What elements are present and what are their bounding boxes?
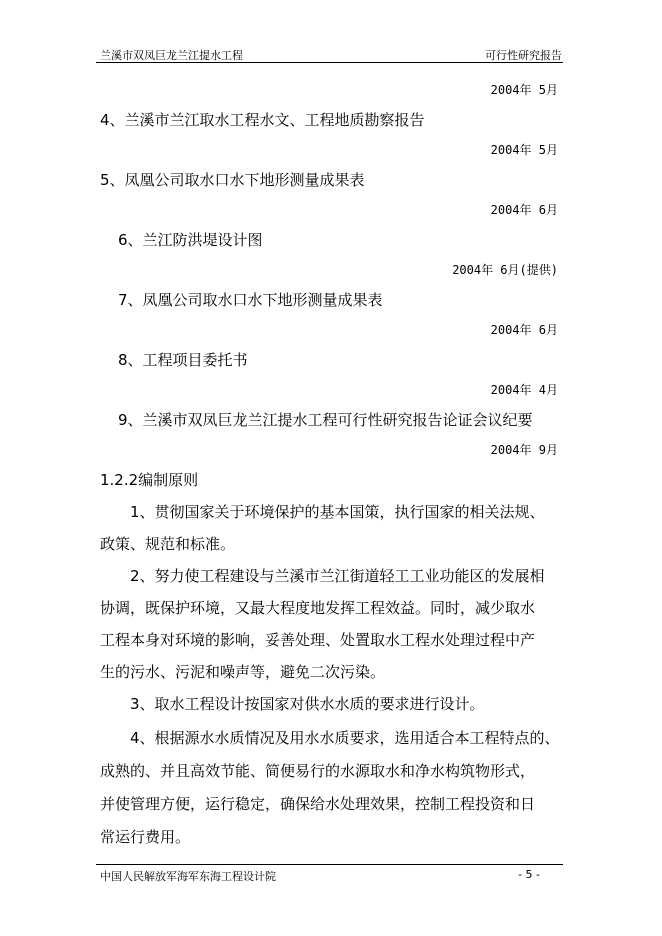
paragraph-line: 生的污水、污泥和噪声等，避免二次污染。 — [100, 663, 386, 681]
paragraph-line: 政策、规范和标准。 — [100, 535, 236, 553]
ref-item-9: 9、兰溪市双凤巨龙兰江提水工程可行性研究报告论证会议纪要 — [118, 411, 533, 429]
paragraph-line: 3、取水工程设计按国家对供水水质的要求进行设计。 — [130, 695, 485, 713]
header-report-type: 可行性研究报告 — [485, 49, 562, 62]
paragraph-line: 2、努力使工程建设与兰溪市兰江街道轻工工业功能区的发展相 — [130, 567, 545, 585]
ref-item-5: 5、凤凰公司取水口水下地形测量成果表 — [100, 171, 365, 189]
ref-date: 2004年 4月 — [490, 383, 558, 397]
ref-date: 2004年 6月 — [490, 323, 558, 337]
paragraph-line: 4、根据源水水质情况及用水水质要求，选用适合本工程特点的、 — [130, 729, 560, 747]
header-rule — [96, 62, 563, 63]
ref-item-8: 8、工程项目委托书 — [118, 351, 248, 369]
ref-item-4: 4、兰溪市兰江取水工程水文、工程地质勘察报告 — [100, 111, 425, 129]
ref-date: 2004年 6月 — [490, 203, 558, 217]
section-heading: 1.2.2编制原则 — [100, 471, 199, 489]
paragraph-line: 常运行费用。 — [100, 828, 191, 846]
paragraph-line: 工程本身对环境的影响，妥善处理、处置取水工程水处理过程中产 — [100, 631, 536, 649]
footer-organization: 中国人民解放军海军东海工程设计院 — [100, 870, 276, 883]
ref-date: 2004年 9月 — [490, 443, 558, 457]
ref-item-6: 6、兰江防洪堤设计图 — [118, 231, 263, 249]
paragraph-line: 协调，既保护环境，又最大程度地发挥工程效益。同时，减少取水 — [100, 599, 536, 617]
ref-date: 2004年 6月(提供) — [452, 263, 558, 277]
header-title: 兰溪市双凤巨龙兰江提水工程 — [100, 49, 243, 62]
page-number: - 5 - — [518, 868, 540, 881]
paragraph-line: 并使管理方便，运行稳定，确保给水处理效果，控制工程投资和日 — [100, 795, 536, 813]
ref-date: 2004年 5月 — [490, 143, 558, 157]
paragraph-line: 成熟的、并且高效节能、简便易行的水源取水和净水构筑物形式， — [100, 762, 536, 780]
paragraph-line: 1、贯彻国家关于环境保护的基本国策，执行国家的相关法规、 — [130, 503, 545, 521]
footer-rule — [96, 864, 563, 865]
ref-date: 2004年 5月 — [490, 83, 558, 97]
ref-item-7: 7、凤凰公司取水口水下地形测量成果表 — [118, 291, 383, 309]
